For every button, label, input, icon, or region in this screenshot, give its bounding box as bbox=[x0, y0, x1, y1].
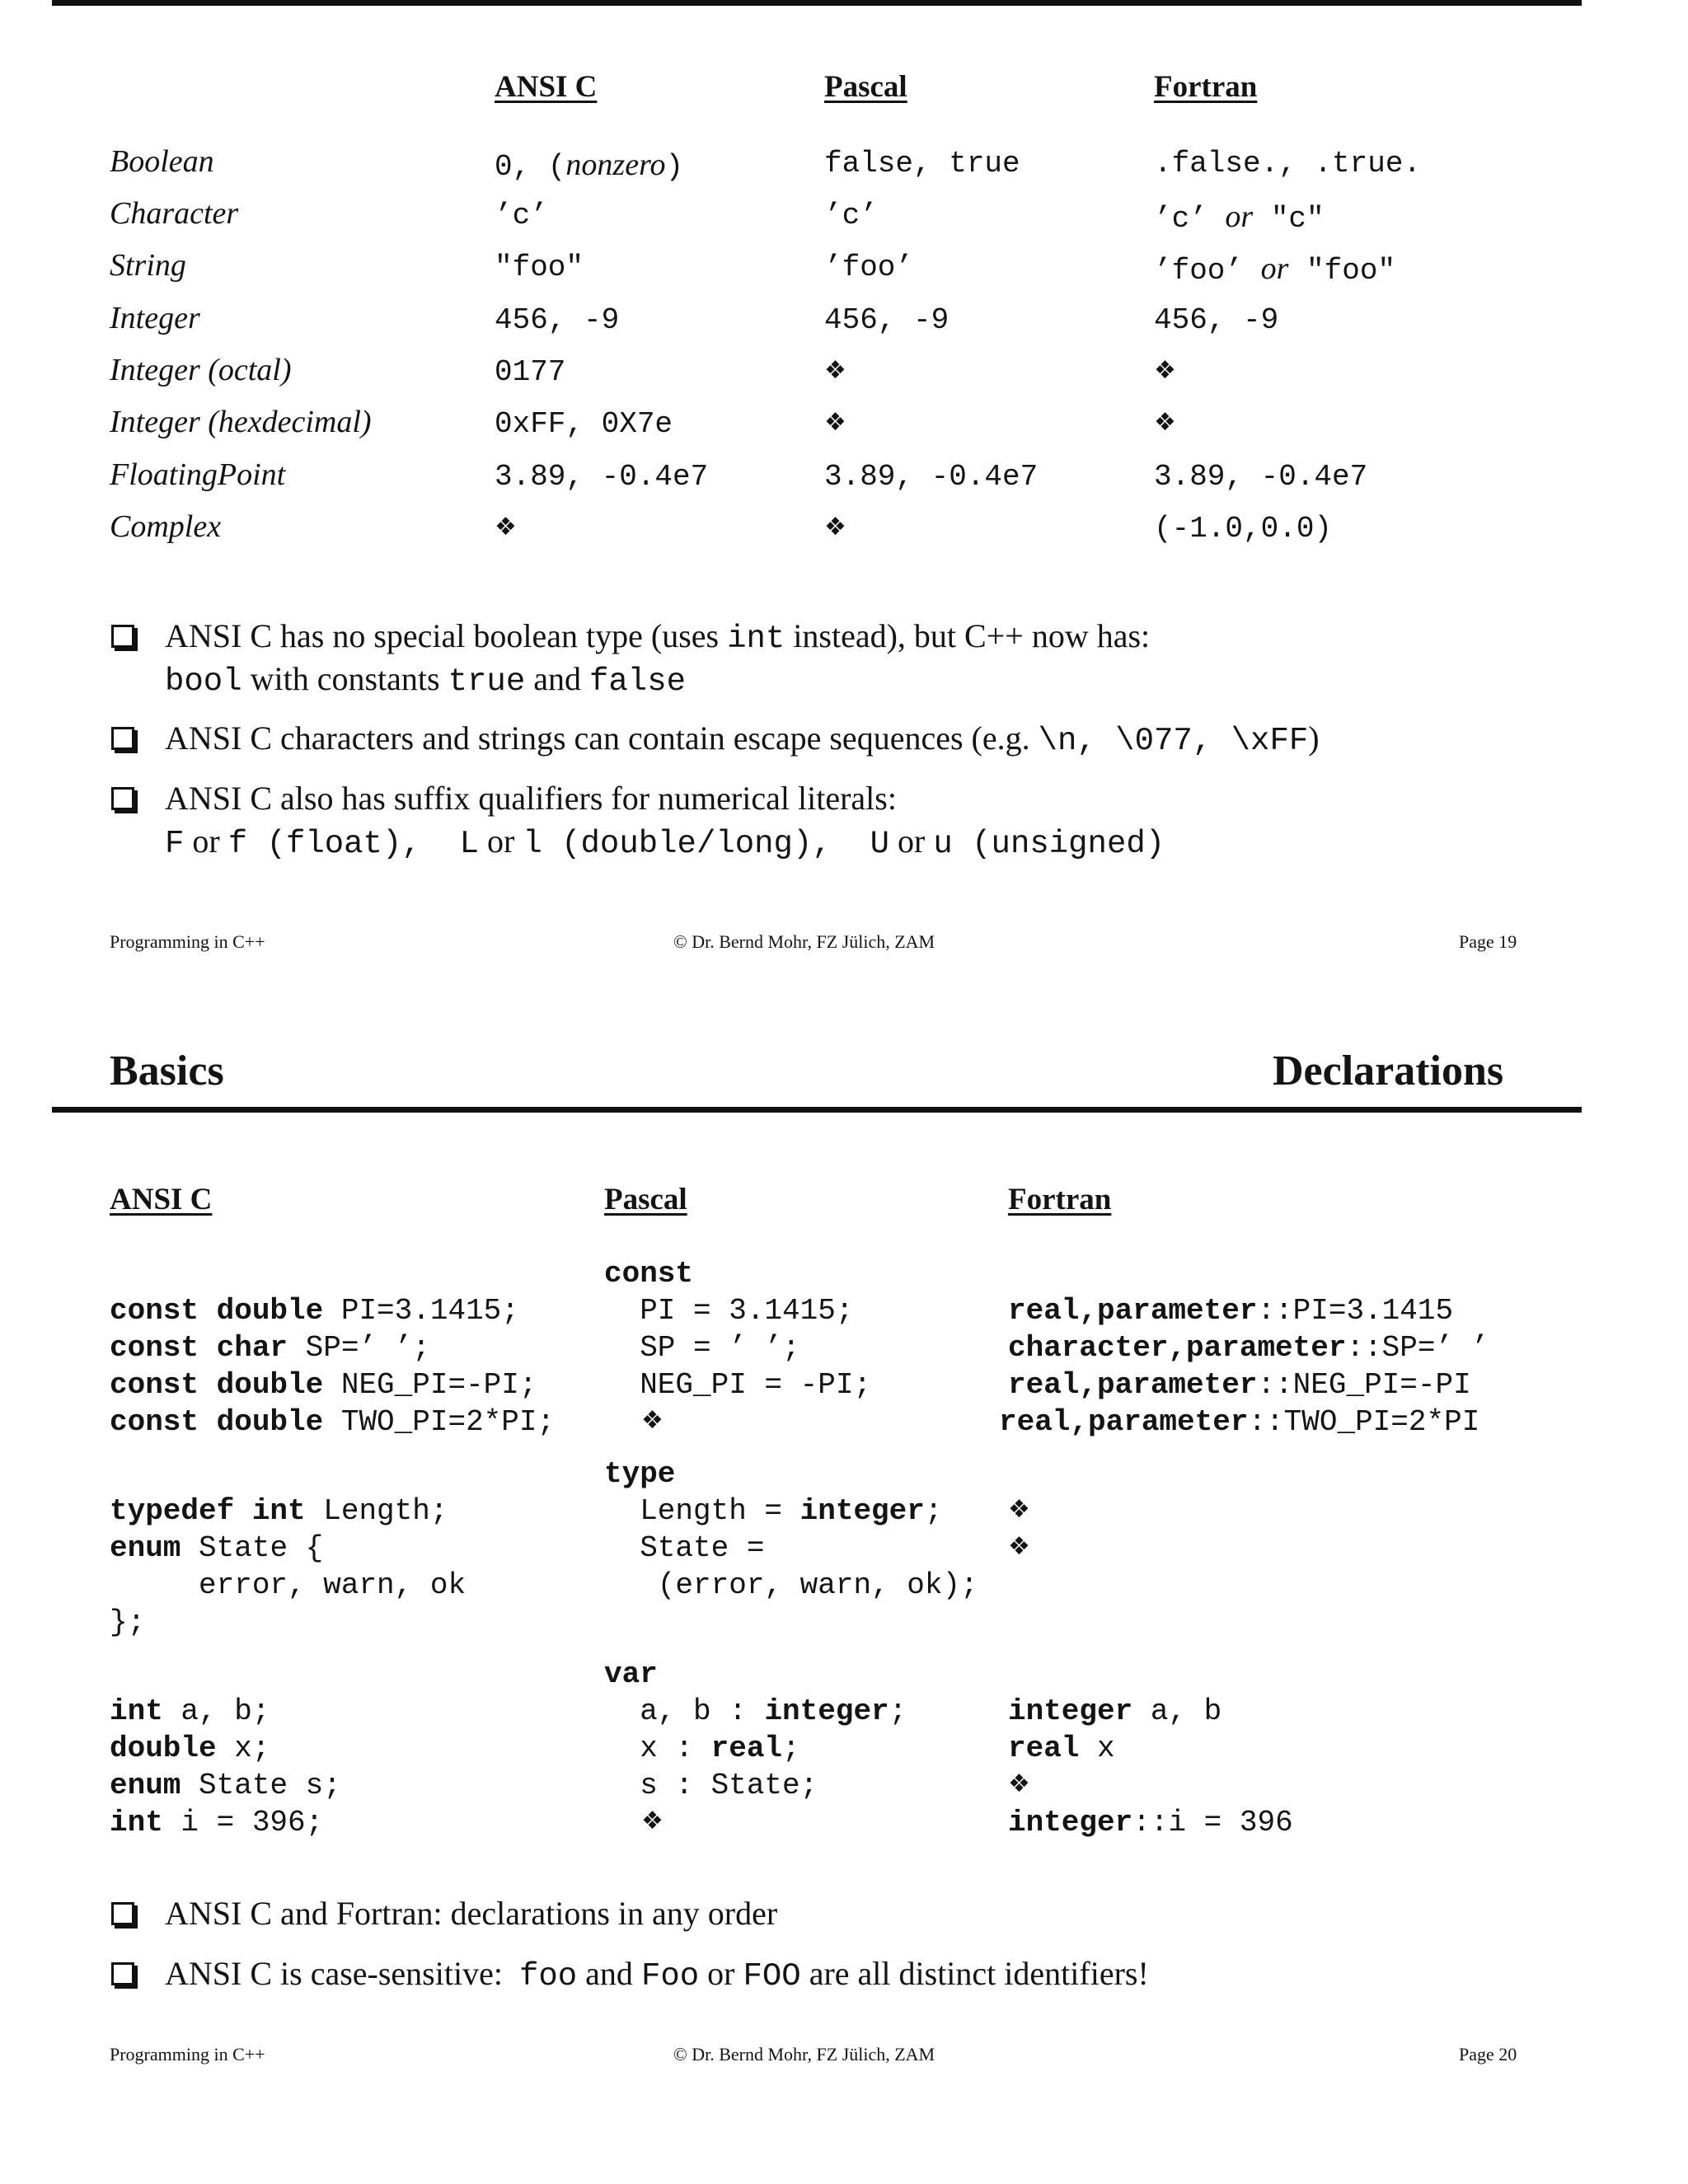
c-var-enum-s: enum State s; bbox=[110, 1769, 341, 1802]
footer-left: Programming in C++ bbox=[110, 2044, 265, 2064]
cell-integer-pascal: 456, -9 bbox=[824, 303, 950, 337]
row-label-integer-octal: Integer (octal) bbox=[110, 353, 292, 387]
cell-float-pascal: 3.89, -0.4e7 bbox=[824, 460, 1039, 494]
pascal-const-keyword: const bbox=[604, 1257, 694, 1291]
cell-integer-fortran: 456, -9 bbox=[1154, 303, 1279, 337]
diamond-icon: ❖ bbox=[1008, 1532, 1030, 1561]
checkbox-bullet-icon bbox=[111, 787, 134, 810]
bullet-declaration-order: ANSI C and Fortran: declarations in any order bbox=[165, 1895, 778, 1932]
pascal-const-neg-pi: NEG_PI = -PI; bbox=[604, 1368, 872, 1402]
diamond-icon: ❖ bbox=[824, 513, 846, 541]
title-rule bbox=[52, 1107, 1582, 1113]
pascal-var-ab: a, b : integer; bbox=[604, 1694, 907, 1728]
diamond-icon: ❖ bbox=[1154, 408, 1176, 437]
c-var-int-ab: int a, b; bbox=[110, 1694, 270, 1728]
c-const-neg-pi: const double NEG_PI=-PI; bbox=[110, 1368, 537, 1402]
row-label-character: Character bbox=[110, 196, 239, 231]
fortran-param-pi: real,parameter::PI=3.1415 bbox=[1008, 1294, 1454, 1328]
fortran-var-ab: integer a, b bbox=[1008, 1694, 1222, 1728]
fortran-param-neg-pi: real,parameter::NEG_PI=-PI bbox=[1008, 1368, 1471, 1402]
footer-page-number: Page 19 bbox=[1459, 931, 1517, 952]
pascal-type-state-values: (error, warn, ok); bbox=[604, 1568, 978, 1602]
c-enum-state: enum State { bbox=[110, 1531, 324, 1565]
cell-float-c: 3.89, -0.4e7 bbox=[495, 460, 709, 494]
bullet-boolean-line1: ANSI C has no special boolean type (uses int instead), but C++ now has: bbox=[165, 617, 1151, 657]
checkbox-bullet-icon bbox=[111, 1902, 134, 1925]
checkbox-bullet-icon bbox=[111, 625, 134, 648]
bullet-escape-sequences: ANSI C characters and strings can contain escape sequences (e.g. \n, \077, \xFF) bbox=[165, 719, 1320, 759]
slide-title-right: Declarations bbox=[1273, 1047, 1504, 1094]
cell-string-pascal: ’foo’ bbox=[824, 251, 914, 284]
pascal-const-sp: SP = ’ ’; bbox=[604, 1331, 800, 1365]
footer-page-number: Page 20 bbox=[1459, 2044, 1517, 2064]
column-header-ansi-c: ANSI C bbox=[495, 70, 598, 104]
cell-string-c: "foo" bbox=[495, 251, 584, 284]
fortran-param-sp: character,parameter::SP=’ ’ bbox=[1008, 1331, 1489, 1365]
checkbox-bullet-icon bbox=[111, 727, 134, 750]
fortran-var-i: integer::i = 396 bbox=[1008, 1806, 1293, 1840]
pascal-type-length: Length = integer; bbox=[604, 1494, 943, 1528]
cell-boolean-pascal: false, true bbox=[824, 147, 1020, 180]
cell-boolean-c: 0, (nonzero) bbox=[495, 148, 684, 184]
footer-center: © Dr. Bernd Mohr, FZ Jülich, ZAM bbox=[673, 2044, 935, 2064]
diamond-icon: ❖ bbox=[1008, 1495, 1030, 1524]
fortran-param-two-pi: real,parameter::TWO_PI=2*PI bbox=[999, 1405, 1480, 1439]
row-label-boolean: Boolean bbox=[110, 144, 214, 179]
diamond-icon: ❖ bbox=[824, 408, 846, 437]
c-enum-close: }; bbox=[110, 1605, 146, 1639]
cell-hex-c: 0xFF, 0X7e bbox=[495, 407, 673, 441]
fortran-var-x: real x bbox=[1008, 1732, 1115, 1765]
row-label-floatingpoint: FloatingPoint bbox=[110, 457, 286, 492]
diamond-icon: ❖ bbox=[641, 1406, 663, 1435]
footer-center: © Dr. Bernd Mohr, FZ Jülich, ZAM bbox=[673, 931, 935, 952]
diamond-icon: ❖ bbox=[824, 356, 846, 385]
pascal-var-s: s : State; bbox=[604, 1769, 818, 1802]
row-label-integer-hex: Integer (hexdecimal) bbox=[110, 405, 372, 439]
bullet-suffix-line2: F or f (float), L or l (double/long), U or u (unsigned) bbox=[165, 823, 1165, 862]
pascal-type-keyword: type bbox=[604, 1457, 676, 1491]
bullet-suffix-line1: ANSI C also has suffix qualifiers for numerical literals: bbox=[165, 780, 897, 817]
row-label-string: String bbox=[110, 248, 186, 283]
pascal-type-state: State = bbox=[604, 1531, 765, 1565]
column-header-fortran: Fortran bbox=[1008, 1183, 1112, 1216]
top-rule bbox=[52, 0, 1582, 6]
cell-character-pascal: ’c’ bbox=[824, 199, 878, 232]
cell-boolean-fortran: .false., .true. bbox=[1154, 147, 1422, 180]
column-header-pascal: Pascal bbox=[604, 1183, 687, 1216]
c-var-int-i: int i = 396; bbox=[110, 1806, 324, 1840]
column-header-fortran: Fortran bbox=[1154, 70, 1258, 104]
c-const-two-pi: const double TWO_PI=2*PI; bbox=[110, 1405, 556, 1439]
cell-character-c: ’c’ bbox=[495, 199, 548, 232]
row-label-integer: Integer bbox=[110, 301, 200, 335]
cell-octal-c: 0177 bbox=[495, 355, 566, 389]
bullet-boolean-line2: bool with constants true and false bbox=[165, 660, 687, 700]
c-const-pi: const double PI=3.1415; bbox=[110, 1294, 519, 1328]
slide-title-left: Basics bbox=[110, 1047, 224, 1094]
c-var-double-x: double x; bbox=[110, 1732, 270, 1765]
diamond-icon: ❖ bbox=[641, 1807, 663, 1835]
c-enum-values: error, warn, ok bbox=[110, 1568, 467, 1602]
cell-integer-c: 456, -9 bbox=[495, 303, 620, 337]
pascal-var-x: x : real; bbox=[604, 1732, 800, 1765]
cell-string-fortran: ’foo’ or "foo" bbox=[1154, 251, 1396, 288]
bullet-case-sensitive: ANSI C is case-sensitive: foo and Foo or FOO are all distinct identifiers! bbox=[165, 1955, 1149, 1994]
pascal-var-keyword: var bbox=[604, 1657, 658, 1691]
cell-float-fortran: 3.89, -0.4e7 bbox=[1154, 460, 1368, 494]
pascal-const-pi: PI = 3.1415; bbox=[604, 1294, 854, 1328]
footer-left: Programming in C++ bbox=[110, 931, 265, 952]
diamond-icon: ❖ bbox=[1008, 1769, 1030, 1798]
diamond-icon: ❖ bbox=[1154, 356, 1176, 385]
cell-character-fortran: ’c’ or "c" bbox=[1154, 199, 1325, 236]
column-header-ansi-c: ANSI C bbox=[110, 1183, 213, 1216]
c-const-sp: const char SP=’ ’; bbox=[110, 1331, 430, 1365]
column-header-pascal: Pascal bbox=[824, 70, 907, 104]
checkbox-bullet-icon bbox=[111, 1962, 134, 1985]
c-typedef-length: typedef int Length; bbox=[110, 1494, 448, 1528]
row-label-complex: Complex bbox=[110, 509, 222, 544]
cell-complex-fortran: (-1.0,0.0) bbox=[1154, 512, 1333, 546]
diamond-icon: ❖ bbox=[495, 513, 517, 541]
